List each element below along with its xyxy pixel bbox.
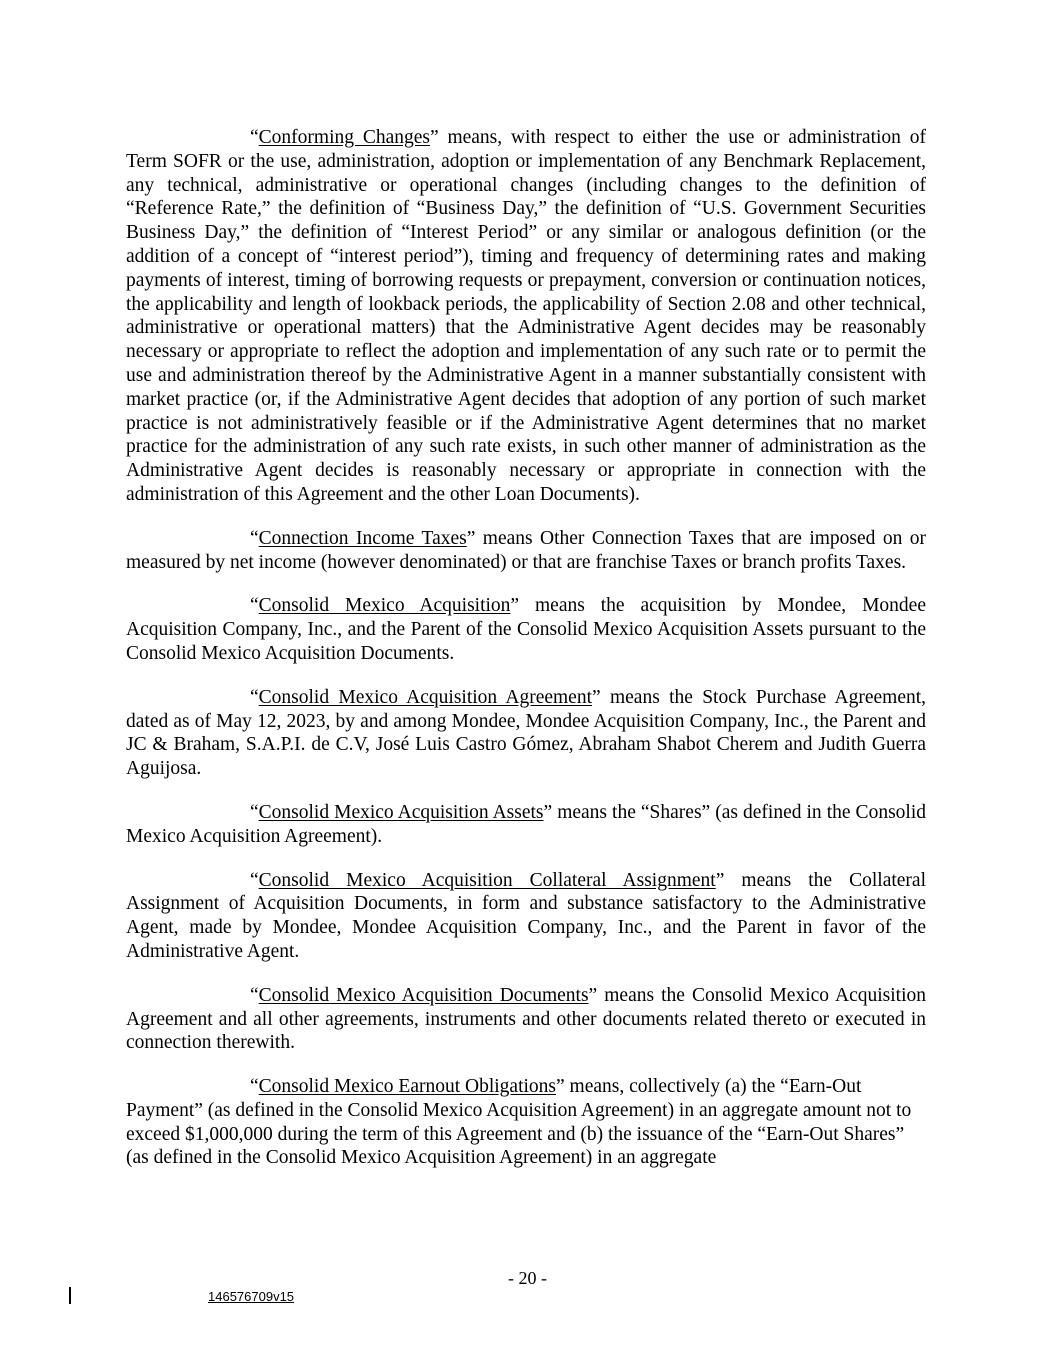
definition-connection-income-taxes: “Connection Income Taxes” means Other Connection Taxes that are imposed on or measured by net income (however denominated) or that are franchise Taxes or branch profits Taxes. xyxy=(126,527,926,573)
definition-consolid-mexico-earnout-obligations: “Consolid Mexico Earnout Obligations” means, collectively (a) the “Earn-Out Payment” (as defined in the Consolid Mexico Acquisition Agreement) in an aggregate amount not to exceed $1,000,000 during the term of this Agreement and (b) the issuance of the “Earn-Out Shares” (as defined in the Consolid Mexico Acquisition Agreement) in an aggregate xyxy=(126,1076,912,1169)
document-id: 146576709v15 xyxy=(208,1289,295,1304)
definition-consolid-mexico-acquisition-collateral-assignment: “Consolid Mexico Acquisition Collateral Assignment” means the Collateral Assignment of Acquisition Documents, in form and substance satisfactory to the Administrative Agent, made by Mondee, Mondee Acquisition Company, Inc., and the Parent in favor of the Administrative Agent. xyxy=(126,869,926,962)
defined-term: Consolid Mexico Acquisition Documents xyxy=(258,984,589,1006)
defined-term: Consolid Mexico Acquisition Assets xyxy=(258,801,544,823)
definition-text: means the Stock Purchase Agreement, dated as of May 12, 2023, by and among Mondee, Mondee Acquisition Company, Inc., the Parent and JC & Braham, S.A.P.I. de C.V, José Luis Castro Gómez, Abraham Shabot Cherem and Judith Guerra Aguijosa. xyxy=(126,686,927,780)
definition-text: means Other Connection Taxes that are imposed on or measured by net income (however denominated) or that are franchise Taxes or branch profits Taxes. xyxy=(126,527,926,573)
defined-term: Consolid Mexico Acquisition Agreement xyxy=(258,686,593,708)
definition-consolid-mexico-acquisition-agreement: “Consolid Mexico Acquisition Agreement” means the Stock Purchase Agreement, dated as of May 12, 2023, by and among Mondee, Mondee Acquisition Company, Inc., the Parent and JC & Braham, S.A.P.I. de C.V, José Luis Castro Gómez, Abraham Shabot Cherem and Judith Guerra Aguijosa. xyxy=(126,686,927,780)
defined-term: Consolid Mexico Acquisition Collateral Assignment xyxy=(258,869,716,891)
definition-consolid-mexico-acquisition-documents: “Consolid Mexico Acquisition Documents” means the Consolid Mexico Acquisition Agreement and all other agreements, instruments and other documents related thereto or executed in connection therewith. xyxy=(126,984,927,1054)
definition-text: means the acquisition by Mondee, Mondee Acquisition Company, Inc., and the Parent of the Consolid Mexico Acquisition Assets pursuant to the Consolid Mexico Acquisition Documents. xyxy=(126,595,926,664)
definition-conforming-changes: “Conforming Changes” means, with respect to either the use or administration of Term SOFR or the use, administration, adoption or implementation of any Benchmark Replacement, any technical, administrative or operational changes (including changes to the definition of “Reference Rate,” the definition of “Business Day,” the definition of “U.S. Government Securities Business Day,” the definition of “Interest Period” or any similar or analogous definition (or the addition of a concept of “interest period”), timing and frequency of determining rates and making payments of interest, timing of borrowing requests or prepayment, conversion or continuation notices, the applicability and length of lookback periods, the applicability of Section 2.08 and other technical, administrative or operational matters) that the Administrative Agent decides may be reasonably necessary or appropriate to reflect the adoption and implementation of any such rate or to permit the use and administration thereof by the Administrative Agent in a manner substantially consistent with market practice (or, if the Administrative Agent decides that adoption of any portion of such market practice is not administratively feasible or if the Administrative Agent determines that no market practice for the administration of any such rate exists, in such other manner of administration as the Administrative Agent decides is reasonably necessary or appropriate in connection with the administration of this Agreement and the other Loan Documents). xyxy=(126,127,926,505)
definition-consolid-mexico-acquisition-assets: “Consolid Mexico Acquisition Assets” means the “Shares” (as defined in the Consolid Mexico Acquisition Agreement). xyxy=(126,801,926,847)
definition-text: means the Consolid Mexico Acquisition Agreement and all other agreements, instruments and other documents related thereto or executed in connection therewith. xyxy=(126,984,927,1054)
defined-term: Consolid Mexico Acquisition xyxy=(258,595,511,617)
document-body xyxy=(126,126,926,1190)
page-number: - 20 - xyxy=(508,1268,547,1288)
defined-term: Consolid Mexico Earnout Obligations xyxy=(258,1076,557,1098)
defined-term: Conforming Changes xyxy=(258,127,430,148)
definition-text: means, collectively (a) the “Earn-Out Payment” (as defined in the Consolid Mexico Acquisition Agreement) in an aggregate amount not to exceed $1,000,000 during the term of this Agreement and (b) the issuance of the “Earn-Out Shares” (as defined in the Consolid Mexico Acquisition Agreement) in an aggregate xyxy=(126,1076,912,1169)
defined-term: Connection Income Taxes xyxy=(258,527,467,549)
definition-text: means, with respect to either the use or administration of Term SOFR or the use, administration, adoption or implementation of any Benchmark Replacement, any technical, administrative or operational changes (including changes to the definition of “Reference Rate,” the definition of “Business Day,” the definition of “U.S. Government Securities Business Day,” the definition of “Interest Period” or any similar or analogous definition (or the addition of a concept of “interest period”), timing and frequency of determining rates and making payments of interest, timing of borrowing requests or prepayment, conversion or continuation notices, the applicability and length of lookback periods, the applicability of Section 2.08 and other technical, administrative or operational matters) that the Administrative Agent decides may be reasonably necessary or appropriate to reflect the adoption and implementation of any such rate or to permit the use and administration thereof by the Administrative Agent in a manner substantially consistent with market practice (or, if the Administrative Agent decides that adoption of any portion of such market practice is not administratively feasible or if the Administrative Agent determines that no market practice for the administration of any such rate exists, in such other manner of administration as the Administrative Agent decides is reasonably necessary or appropriate in connection with the administration of this Agreement and the other Loan Documents). xyxy=(126,127,926,505)
revision-bar xyxy=(69,1287,71,1304)
definition-text: means the “Shares” (as defined in the Consolid Mexico Acquisition Agreement). xyxy=(126,801,926,847)
definition-consolid-mexico-acquisition: “Consolid Mexico Acquisition” means the acquisition by Mondee, Mondee Acquisition Company, Inc., and the Parent of the Consolid Mexico Acquisition Assets pursuant to the Consolid Mexico Acquisition Documents. xyxy=(126,595,926,664)
definition-text: means the Collateral Assignment of Acquisition Documents, in form and substance satisfactory to the Administrative Agent, made by Mondee, Mondee Acquisition Company, Inc., and the Parent in favor of the Administrative Agent. xyxy=(126,869,926,962)
